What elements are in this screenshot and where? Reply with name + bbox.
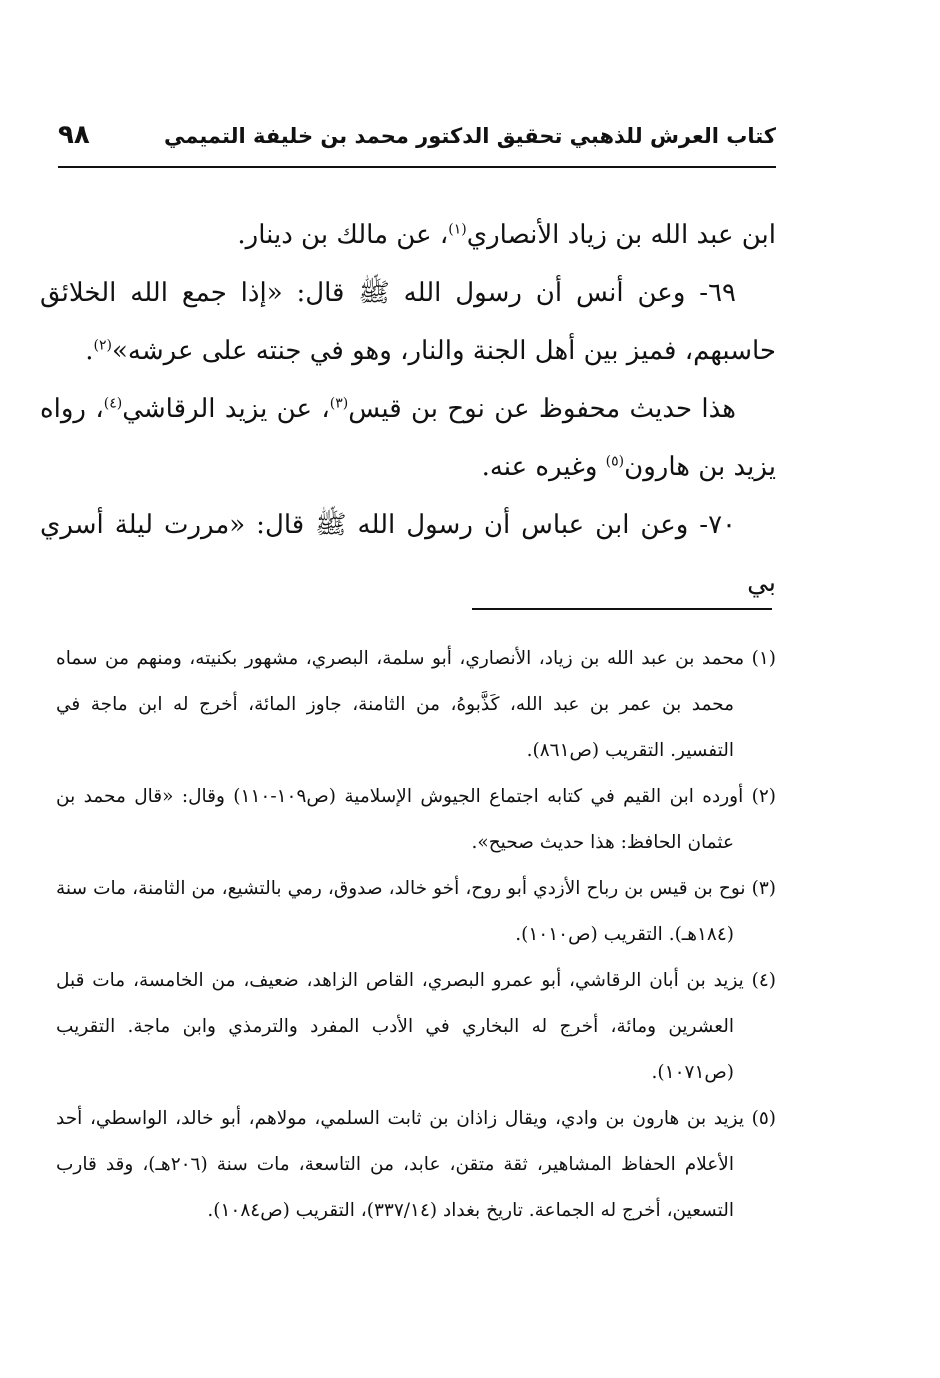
main-text	[40, 206, 776, 612]
footnote-ref-2: (٢)	[93, 337, 112, 354]
footnote-3: (٣) نوح بن قيس بن رباح الأزدي أبو روح، أخو خالد، صدوق، رمي بالتشيع، من الثامنة، مات سنة (١٨٤هـ). التقريب (ص١٠١٠).	[56, 878, 776, 945]
paragraph-1-text-a: ابن عبد الله بن زياد الأنصاري	[466, 220, 776, 250]
footnote-ref-3: (٣)	[329, 395, 349, 412]
paragraph-1-text-b: ، عن مالك بن دينار.	[237, 220, 449, 250]
paragraph-3-text-d: وغيره عنه.	[481, 452, 606, 482]
hadith-69	[40, 264, 776, 380]
paragraph-3-text-c: ، رواه يزيد بن هارون	[40, 394, 776, 482]
footnote-5: (٥) يزيد بن هارون بن وادي، ويقال زاذان بن ثابت السلمي، مولاهم، أبو خالد، الواسطي، أحد الأعلام الحفاظ المشاهير، ثقة متقن، عابد، من التاسعة، مات سنة (٢٠٦هـ)، وقد قارب التسعين، أخرج له الجماعة. تاريخ بغداد (٣٣٧/١٤)، التقريب (ص١٠٨٤).	[56, 1108, 776, 1221]
paragraph-3-text-b: ، عن يزيد الرقاشي	[122, 394, 330, 424]
running-title: كتاب العرش للذهبي تحقيق الدكتور محمد بن خليفة التميمي	[164, 124, 776, 148]
footnote-1: (١) محمد بن عبد الله بن زياد، الأنصاري، أبو سلمة، البصري، مشهور بكنيته، ومنهم من سماه محمد بن عمر بن عبد الله، كَذَّبوهُ، من الثامنة، جاوز المائة، أخرج له ابن ماجة في التفسير. التقريب (ص٨٦١).	[56, 648, 776, 761]
paragraph-1	[40, 206, 776, 264]
hadith-69-end: .	[85, 336, 94, 366]
running-header	[58, 118, 776, 166]
footnote-2: (٢) أورده ابن القيم في كتابه اجتماع الجيوش الإسلامية (ص١٠٩-١١٠) وقال: «قال محمد بن عثمان الحافظ: هذا حديث صحيح».	[56, 786, 776, 853]
paragraph-3	[40, 380, 776, 496]
footnote-4: (٤) يزيد بن أبان الرقاشي، أبو عمرو البصري، القاص الزاهد، ضعيف، من الخامسة، مات قبل العشرين ومائة، أخرج له البخاري في الأدب المفرد والترمذي وابن ماجة. التقريب (ص١٠٧١).	[56, 970, 776, 1083]
footnotes	[56, 636, 776, 1234]
hadith-69-text: ٦٩- وعن أنس أن رسول الله ﷺ قال: «إذا جمع الله الخلائق حاسبهم، فميز بين أهل الجنة والنار، وهو في جنته على عرشه»	[40, 278, 776, 366]
footnote-ref-1: (١)	[448, 221, 467, 238]
page-number: ٩٨	[58, 120, 90, 150]
footnote-separator	[472, 608, 772, 610]
paragraph-3-text-a: هذا حديث محفوظ عن نوح بن قيس	[348, 394, 736, 424]
hadith-70: ٧٠- وعن ابن عباس أن رسول الله ﷺ قال: «مررت ليلة أسري بي	[40, 510, 776, 598]
footnote-ref-4: (٤)	[103, 395, 123, 412]
footnote-ref-5: (٥)	[605, 453, 625, 470]
header-rule	[58, 166, 776, 168]
